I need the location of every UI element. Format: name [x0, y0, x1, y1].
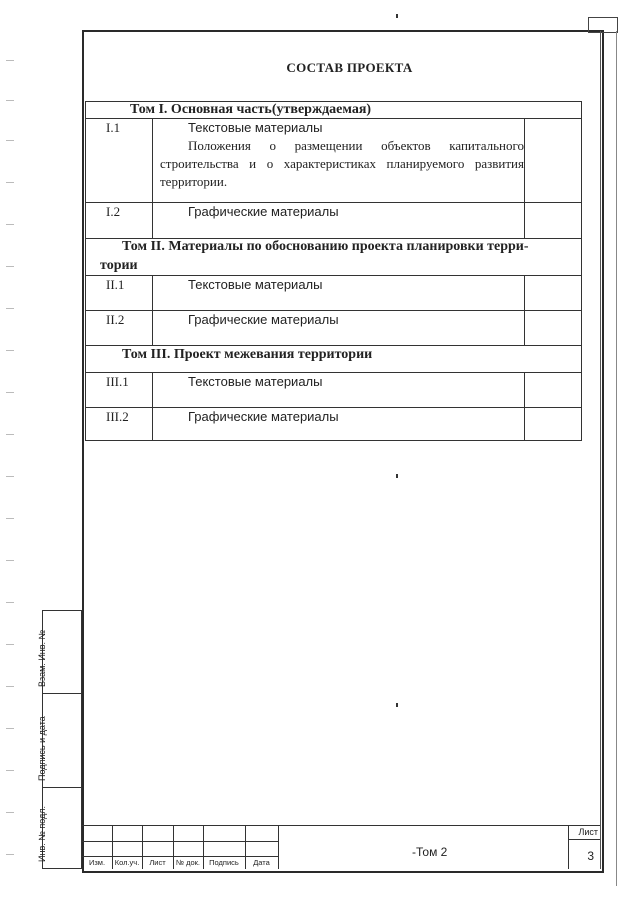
row-material: Текстовые материалы — [188, 120, 323, 135]
table-row — [85, 310, 582, 346]
sheet-label: Лист — [578, 827, 598, 837]
side-field-replace-inv — [37, 610, 82, 694]
col-header: Изм. — [88, 858, 106, 867]
edge-line — [616, 31, 617, 886]
col-header: Дата — [253, 858, 270, 867]
col-header: Кол.уч. — [114, 858, 140, 867]
row-code: II.2 — [106, 312, 125, 327]
row-material: Графические материалы — [188, 409, 339, 424]
section-title: Том I. Основная часть(утверждаемая) — [130, 102, 372, 117]
corner-box — [588, 17, 618, 33]
section-title: Том II. Материалы по обоснованию проекта планировки терри- — [122, 239, 529, 254]
table-row — [85, 118, 582, 203]
row-code: III.1 — [106, 374, 129, 389]
section-title: Том III. Проект межевания территории — [122, 347, 373, 362]
side-field-signature-date — [37, 694, 82, 788]
title-block — [82, 825, 600, 869]
scan-dot — [396, 14, 398, 18]
row-code: II.1 — [106, 277, 125, 292]
row-material: Графические материалы — [188, 204, 339, 219]
table-row — [85, 407, 582, 441]
col-header: Лист — [149, 858, 166, 867]
side-field-inv-original — [37, 788, 82, 869]
scan-dot — [396, 474, 398, 478]
row-material: Графические материалы — [188, 312, 339, 327]
col-header: № док. — [175, 858, 201, 867]
volume-label: -Том 2 — [412, 845, 448, 859]
table-row — [85, 372, 582, 408]
row-code: I.2 — [106, 204, 121, 219]
frame-line — [600, 31, 601, 869]
table-row — [85, 202, 582, 238]
section-heading — [85, 345, 582, 372]
row-code: I.1 — [106, 120, 121, 135]
section-title-cont: тории — [100, 258, 138, 273]
row-code: III.2 — [106, 409, 129, 424]
side-field-label: Взам. Инв. № — [37, 629, 47, 687]
section-heading — [85, 101, 582, 118]
side-field-label: Инв. № подл. — [37, 805, 47, 862]
row-material: Текстовые материалы — [188, 374, 323, 389]
sheet-number: 3 — [587, 849, 594, 863]
row-description: Положения о размещении объектов капитального строительства и о характеристиках планируемого развития территории. — [160, 138, 524, 189]
row-material: Текстовые материалы — [188, 277, 323, 292]
scan-dot — [396, 703, 398, 707]
section-heading — [85, 238, 582, 276]
col-header: Подпись — [209, 858, 239, 867]
page-title: СОСТАВ ПРОЕКТА — [286, 60, 413, 75]
table-row — [85, 275, 582, 311]
side-field-label: Подпись и дата — [37, 716, 47, 781]
